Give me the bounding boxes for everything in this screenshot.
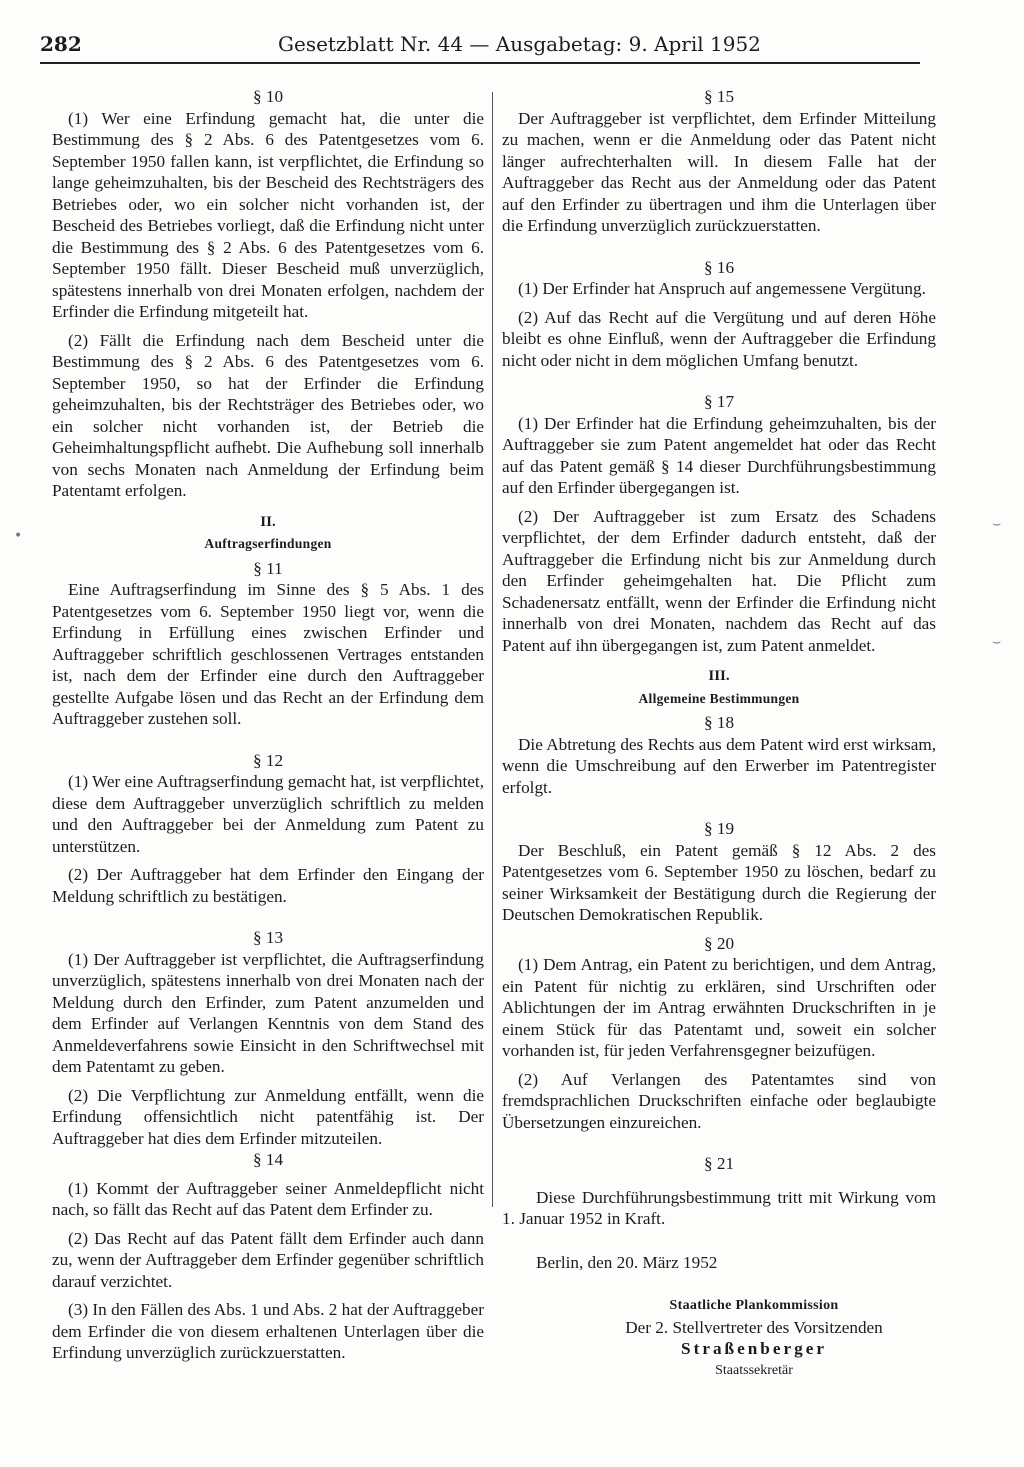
section-13-heading: § 13 — [252, 928, 284, 947]
section-19-heading: § 19 — [703, 819, 735, 838]
section-15-para-1: Der Auftraggeber ist verpflichtet, dem Erfinder Mitteilung zu machen, wenn er die Anmeldung oder das Patent nicht länger aufrechterhalten will. In diesem Falle hat der Auftraggeber das Recht aus der Anmeldung oder das Patent auf den Erfinder zu übertragen und ihm die Unterlagen über die Erfindung unverzüglich zurückzuerstatten. — [502, 108, 936, 235]
margin-tick-mark-2: ⌣ — [992, 634, 1002, 650]
section-10-para-1: (1) Wer eine Erfindung gemacht hat, die unter die Bestimmung des § 2 Abs. 6 des Patentgesetzes vom 6. September 1950 fallen kann, ist verpflichtet, die Erfindung so lange geheimzuhalten, bis der Bescheid des Rechtsträgers des Betriebes oder, wo ein solcher nicht vorhanden ist, der Bescheid des Betriebes vorliegt, daß die Erfindung nicht unter die Bestimmung des § 2 Abs. 6 des Patentgesetzes vom 6. September 1950 fällt. Dieser Bescheid muß unverzüglich, spätestens innerhalb von drei Monaten erfolgen, nachdem der Erfinder die Erfindung mitgeteilt hat. — [52, 108, 484, 321]
section-14-para-1: (1) Kommt der Auftraggeber seiner Anmeldepflicht nicht nach, so fällt das Recht auf das Patent dem Erfinder zu. — [52, 1178, 484, 1219]
part-2-title: Auftragserfindungen — [204, 536, 332, 551]
section-16-para-1: (1) Der Erfinder hat Anspruch auf angemessene Vergütung. — [518, 279, 926, 298]
section-14-heading: § 14 — [252, 1150, 284, 1169]
section-17-heading: § 17 — [703, 392, 735, 411]
section-14-para-3: (3) In den Fällen des Abs. 1 und Abs. 2 hat der Auftraggeber dem Erfinder die von diesem erhaltenen Unterlagen über die Erfindung unverzüglich zurückzuerstatten. — [52, 1300, 484, 1362]
gazette-title: Gesetzblatt Nr. 44 — Ausgabetag: 9. April 1952 — [278, 32, 761, 56]
section-19-para-1: Der Beschluß, ein Patent gemäß § 12 Abs. 2 des Patentgesetzes vom 6. September 1950 zu löschen, bedarf zu seiner Wirksamkeit der Bestätigung durch die Regierung der Deutschen Demokratischen Republik. — [502, 840, 936, 924]
section-11-heading: § 11 — [253, 558, 283, 578]
section-18-heading: § 18 — [703, 713, 735, 732]
signatory-name: Straßenberger — [681, 1339, 827, 1358]
part-3-number: III. — [708, 668, 730, 684]
section-10-heading: § 10 — [252, 87, 284, 106]
section-11-para-1: Eine Auftragserfindung im Sinne des § 5 Abs. 1 des Patentgesetzes vom 6. September 1950 liegt vor, wenn die Erfindung in Erfüllung eines zwischen Erfinder und Auftraggeber schriftlich geschlossenen Vertrages entstanden ist, nach dem der Erfinder eine durch den Auftraggeber gestellte Aufgabe lösen und das Recht an der Erfindung dem Auftraggeber zustehen soll. — [52, 580, 484, 728]
part-2-number: II. — [260, 513, 276, 530]
section-21-heading: § 21 — [703, 1154, 735, 1173]
signatory-title: Staatssekretär — [715, 1362, 793, 1378]
left-column — [52, 86, 484, 1364]
page-header — [40, 28, 920, 64]
section-18-para-1: Die Abtretung des Rechts aus dem Patent wird erst wirksam, wenn die Umschreibung auf den Erwerber im Patentregister erfolgt. — [502, 734, 936, 797]
section-12-para-1: (1) Wer eine Auftragserfindung gemacht hat, ist verpflichtet, diese dem Auftraggeber unverzüglich schriftlich zu melden und den Auftraggeber bei der Anmeldung zum Patent zu unterstützen. — [52, 772, 484, 856]
right-column — [502, 86, 936, 1381]
section-16-para-2: (2) Auf das Recht auf die Vergütung und auf deren Höhe bleibt es ohne Einfluß, wenn der Auftraggeber die Erfindung nicht oder nicht in dem möglichen Umfang benutzt. — [502, 307, 936, 370]
section-13-para-2: (2) Die Verpflichtung zur Anmeldung entfällt, wenn die Erfindung offensichtlich nicht patentfähig ist. Der Auftraggeber hat dies dem Erfinder mitzuteilen. — [52, 1085, 484, 1148]
signature-role: Der 2. Stellvertreter des Vorsitzenden — [625, 1317, 883, 1337]
section-12-para-2: (2) Der Auftraggeber hat dem Erfinder den Eingang der Meldung schriftlich zu bestätigen. — [52, 865, 484, 906]
section-20-para-1: (1) Dem Antrag, ein Patent zu berichtigen, und dem Antrag, ein Patent für nichtig zu erklären, sind Urschriften oder Ablichtungen der im Antrag erwähnten Druckschriften in je einem Stück für das Patentamt und, soweit ein solcher vorhanden ist, für jeden Verfahrensgegner beizufügen. — [502, 955, 936, 1060]
section-20-heading: § 20 — [703, 933, 735, 953]
section-17-para-2: (2) Der Auftraggeber ist zum Ersatz des Schadens verpflichtet, der dem Erfinder dadurch entsteht, daß der Auftraggeber die Erfindung nicht bis zur Anmeldung durch den Erfinder geheimgehalten hat. Die Pflicht zum Schadenersatz entfällt, wenn der Erfinder die Erfindung nicht innerhalb von drei Monaten, nachdem das Recht auf das Patent auf ihn übergegangen ist, zum Patent anmeldet. — [502, 506, 936, 655]
column-divider — [492, 92, 493, 1207]
section-12-heading: § 12 — [252, 750, 284, 770]
section-14-para-2: (2) Das Recht auf das Patent fällt dem Erfinder auch dann zu, wenn der Auftraggeber dem Erfinder gegenüber schriftlich darauf verzichtet. — [52, 1228, 484, 1291]
part-3-title: Allgemeine Bestimmungen — [638, 690, 800, 706]
section-17-para-1: (1) Der Erfinder hat die Erfindung geheimzuhalten, bis der Auftraggeber sie zum Patent angemeldet hat oder das Recht auf das Patent gemäß § 14 dieser Durchführungsbestimmung auf den Erfinder übergegangen ist. — [502, 413, 936, 497]
section-10-para-2: (2) Fällt die Erfindung nach dem Bescheid unter die Bestimmung des § 2 Abs. 6 des Patentgesetzes vom 6. September 1950, so hat der Erfinder die Erfindung geheimzuhalten, bis der Rechtsträger des Betriebes oder, wo ein solcher nicht vorhanden ist, der Betrieb die Geheimhaltungspflicht aufhebt. Die Aufhebung soll innerhalb von sechs Monaten nach Anmeldung der Erfindung beim Patentamt erfolgen. — [52, 330, 484, 500]
margin-speck-mark: • — [14, 528, 23, 544]
section-21-para-1: Diese Durchführungsbestimmung tritt mit Wirkung vom 1. Januar 1952 in Kraft. — [502, 1187, 936, 1228]
section-16-heading: § 16 — [703, 257, 735, 277]
page-number: 282 — [40, 32, 82, 56]
signature-organization: Staatliche Plankommission — [669, 1298, 839, 1313]
section-20-para-2: (2) Auf Verlangen des Patentamtes sind von fremdsprachlichen Druckschriften einfache oder beglaubigte Übersetzungen einzureichen. — [502, 1069, 936, 1132]
section-13-para-1: (1) Der Auftraggeber ist verpflichtet, die Auftragserfindung unverzüglich, spätestens innerhalb von drei Monaten nach der Meldung durch den Erfinder, zum Patent anzumelden und dem Erfinder auf Verlangen Kenntnis von dem Stand des Anmeldeverfahrens sowie Einsicht in den Schriftwechsel mit dem Patentamt zu geben. — [52, 949, 484, 1076]
margin-tick-mark: ⌣ — [992, 516, 1002, 532]
section-15-heading: § 15 — [703, 87, 735, 106]
place-and-date: Berlin, den 20. März 1952 — [536, 1252, 718, 1272]
